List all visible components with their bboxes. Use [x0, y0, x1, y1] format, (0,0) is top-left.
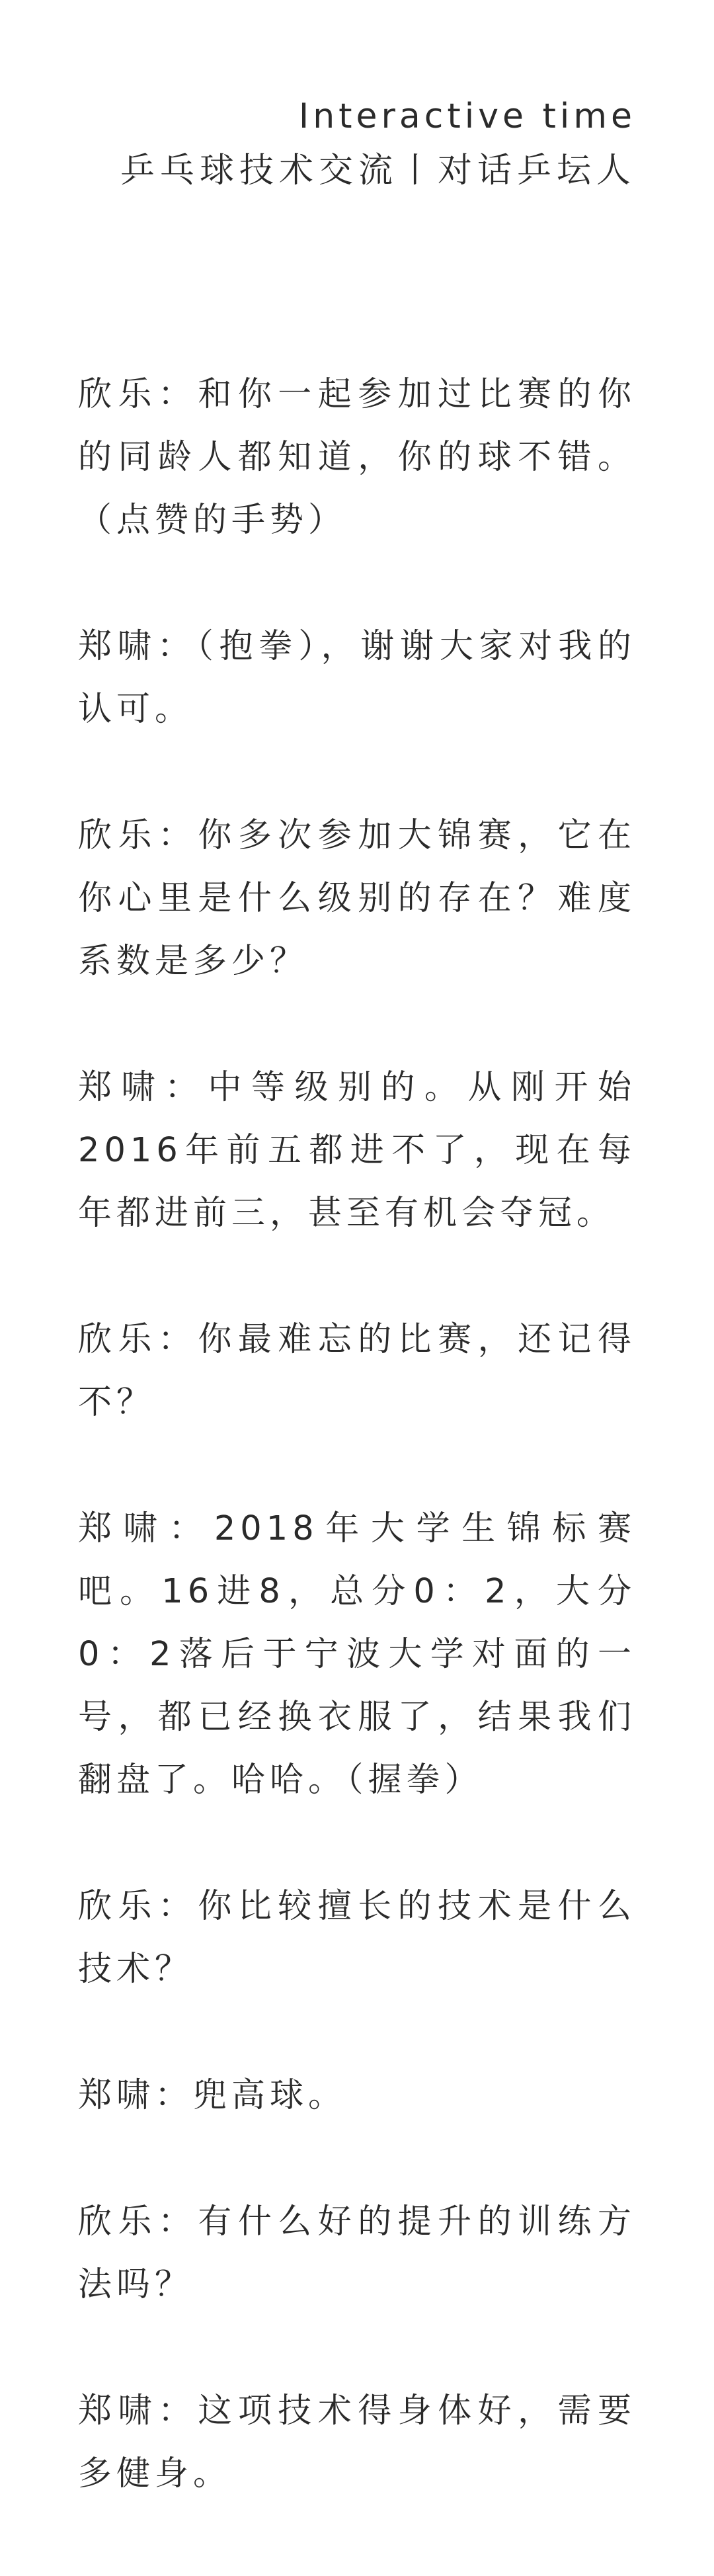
dialogue-paragraph: 欣乐：你多次参加大锦赛，它在你心里是什么级别的存在？难度系数是多少？ — [78, 816, 636, 981]
dialogue-content — [78, 363, 636, 2505]
dialogue-paragraph: 郑啸：兜高球。 — [78, 2076, 347, 2115]
header-title-en: Interactive time — [298, 97, 636, 136]
article-header — [78, 0, 636, 201]
dialogue-paragraph: 欣乐：和你一起参加过比赛的你的同龄人都知道，你的球不错。（点赞的手势） — [78, 375, 636, 540]
dialogue-paragraph: 郑啸：2018年大学生锦标赛吧。16进8，总分0：2，大分0：2落后于宁波大学对面的一号，都已经换衣服了，结果我们翻盘了。哈哈。（握拳） — [78, 1509, 636, 1800]
header-title-zh: 乒乓球技术交流丨对话乒坛人 — [120, 151, 636, 190]
dialogue-paragraph: 欣乐：你比较擅长的技术是什么技术？ — [78, 1887, 636, 1989]
dialogue-paragraph: 欣乐：你最难忘的比赛，还记得不？ — [78, 1320, 636, 1422]
dialogue-paragraph: 郑啸：（抱拳），谢谢大家对我的认可。 — [78, 627, 636, 729]
dialogue-paragraph: 郑啸：中等级别的。从刚开始2016年前五都进不了，现在每年都进前三，甚至有机会夺冠。 — [78, 1068, 636, 1233]
dialogue-paragraph: 郑啸：这项技术得身体好，需要多健身。 — [78, 2391, 636, 2493]
dialogue-paragraph: 欣乐：有什么好的提升的训练方法吗？ — [78, 2202, 636, 2304]
